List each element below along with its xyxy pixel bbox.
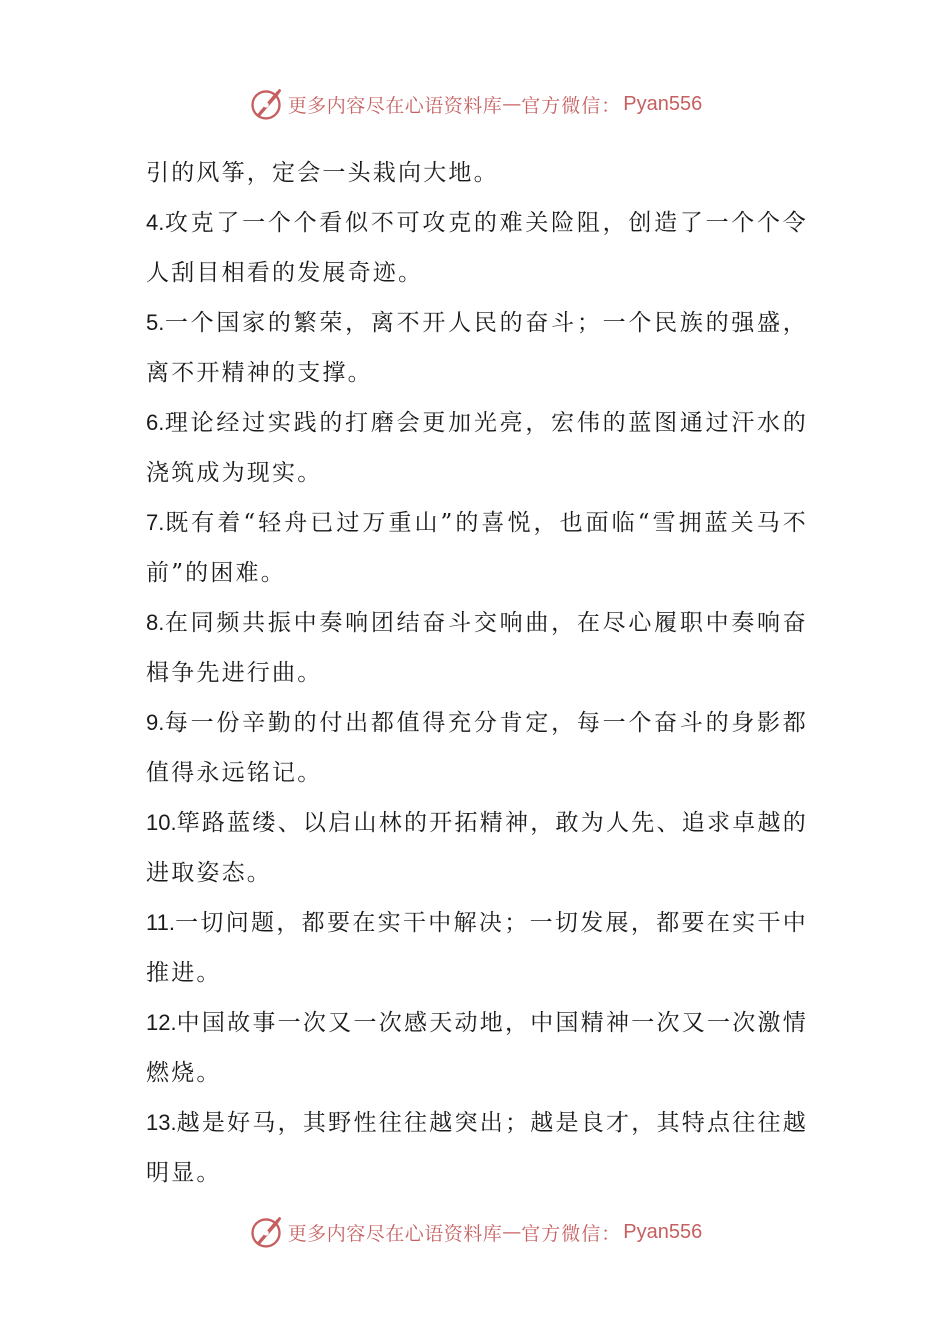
- header-site-text: 更多内容尽在心语资料库: [287, 94, 503, 117]
- item-text: 一切问题，都要在实干中解决；一切发展，都要在实干中推进。: [146, 910, 808, 986]
- list-item: [146, 148, 808, 198]
- pen-logo-icon: [248, 86, 284, 122]
- item-number: 10.: [146, 810, 177, 835]
- list-item: [146, 498, 808, 598]
- item-text: 越是好马，其野性往往越突出；越是良才，其特点往往越明显。: [146, 1110, 808, 1186]
- item-text: 筚路蓝缕、以启山林的开拓精神，敢为人先、追求卓越的进取姿态。: [146, 810, 808, 886]
- footer-dash: —: [502, 1221, 522, 1243]
- item-text: 既有着“轻舟已过万重山”的喜悦，也面临“雪拥蓝关马不前”的困难。: [146, 510, 808, 586]
- item-text: 每一份辛勤的付出都值得充分肯定，每一个奋斗的身影都值得永远铭记。: [146, 710, 808, 786]
- item-text: 中国故事一次又一次感天动地，中国精神一次又一次激情燃烧。: [146, 1010, 808, 1086]
- list-item: [146, 298, 808, 398]
- item-number: 5.: [146, 310, 165, 335]
- list-item: [146, 598, 808, 698]
- footer-watermark: [0, 1210, 950, 1254]
- item-text: 理论经过实践的打磨会更加光亮，宏伟的蓝图通过汗水的浇筑成为现实。: [146, 410, 808, 486]
- header-watermark: [0, 82, 950, 126]
- item-number: 11.: [146, 910, 175, 935]
- item-number: 4.: [146, 210, 165, 235]
- item-number: 13.: [146, 1110, 177, 1135]
- list-item: [146, 698, 808, 798]
- footer-site-text: 更多内容尽在心语资料库: [287, 1222, 503, 1245]
- header-official-label: 官方微信：: [521, 94, 622, 117]
- footer-official-label: 官方微信：: [521, 1222, 622, 1245]
- footer-wechat-id: Pyan556: [623, 1220, 703, 1243]
- list-item: [146, 998, 808, 1098]
- item-number: 6.: [146, 410, 165, 435]
- list-item: [146, 198, 808, 298]
- item-number: 7.: [146, 510, 165, 535]
- header-dash: —: [502, 93, 522, 115]
- list-item: [146, 798, 808, 898]
- list-item: [146, 398, 808, 498]
- item-text: 攻克了一个个看似不可攻克的难关险阻，创造了一个个令人刮目相看的发展奇迹。: [146, 210, 808, 286]
- item-number: 8.: [146, 610, 165, 635]
- list-item: [146, 1098, 808, 1198]
- item-text: 在同频共振中奏响团结奋斗交响曲，在尽心履职中奏响奋楫争先进行曲。: [146, 610, 808, 686]
- item-text: 引的风筝，定会一头栽向大地。: [146, 160, 499, 186]
- item-number: 12.: [146, 1010, 177, 1035]
- item-text: 一个国家的繁荣，离不开人民的奋斗；一个民族的强盛，离不开精神的支撑。: [146, 310, 808, 386]
- header-wechat-id: Pyan556: [623, 92, 703, 115]
- pen-logo-icon: [248, 1214, 284, 1250]
- list-item: [146, 898, 808, 998]
- document-body: [146, 148, 808, 1198]
- item-number: 9.: [146, 710, 165, 735]
